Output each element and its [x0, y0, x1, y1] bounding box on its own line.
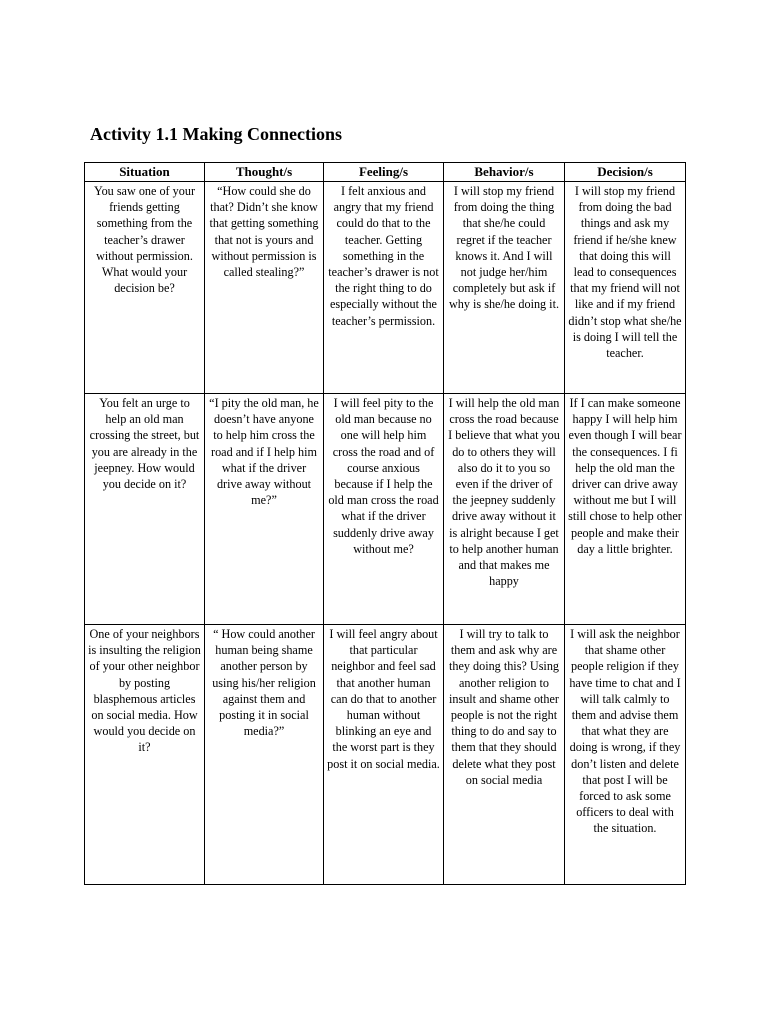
behavior-text: I will help the old man cross the road because I believe that what you do to others they will also do it to you so even if the driver of the jeepney suddenly drive away without it is alright because I get to help another human and that makes me happy — [448, 396, 560, 589]
situation-text: One of your neighbors is insulting the religion of your other neighbor by posting blasphemous articles on social media. How would you decide on it? — [88, 627, 201, 755]
header-situation: Situation — [85, 163, 205, 182]
decision-text: I will stop my friend from doing the bad things and ask my friend if he/she knew that doing this will lead to consequences that my friend will not like and if my friend didn’t stop what she/he is doing I will tell the teacher. — [568, 184, 682, 361]
header-decisions: Decision/s — [565, 163, 686, 182]
table-row — [85, 625, 686, 885]
decision-cell — [565, 394, 686, 625]
behavior-text: I will stop my friend from doing the thing that she/he could regret if the teacher knows it. And I will not judge her/him completely but ask if why is she/he doing it. — [448, 184, 560, 312]
situation-cell — [85, 394, 205, 625]
behavior-cell — [444, 394, 565, 625]
feeling-cell — [324, 182, 444, 394]
decision-text: I will ask the neighbor that shame other people religion if they have time to chat and I will talk calmly to them and advise them that what they are doing is wrong, if they don’t listen and delete that post I will be forced to ask some officers to deal with the situation. — [569, 627, 681, 836]
making-connections-table — [84, 162, 686, 885]
feeling-text: I will feel pity to the old man because no one will help him cross the road and of course anxious because if I help the old man cross the road what if the driver suddenly drive away without me? — [328, 396, 439, 556]
feeling-cell — [324, 394, 444, 625]
thought-cell — [205, 182, 324, 394]
behavior-text: I will try to talk to them and ask why are they doing this? Using another religion to insult and shame other people is not the right thing to do and say to them that they should delete what they post on social media — [448, 627, 560, 787]
table-row — [85, 394, 686, 625]
situation-text: You saw one of your friends getting something from the teacher’s drawer without permission. What would your decision be? — [94, 184, 195, 296]
header-behaviors: Behavior/s — [444, 163, 565, 182]
page-title: Activity 1.1 Making Connections — [90, 124, 342, 144]
thought-text: “ How could another human being shame another person by using his/her religion against them and posting it in social media?” — [212, 627, 316, 739]
feeling-text: I will feel angry about that particular neighbor and feel sad that another human can do that to another human without blinking an eye and the worst part is they post it on social media. — [327, 627, 440, 771]
table-header-row — [85, 163, 686, 182]
behavior-cell — [444, 182, 565, 394]
thought-text: “I pity the old man, he doesn’t have anyone to help him cross the road and if I help him what if the driver drive away without me?” — [209, 396, 319, 508]
behavior-cell — [444, 625, 565, 885]
situation-text: You felt an urge to help an old man crossing the street, but you are already in the jeepney. How would you decide on it? — [89, 396, 200, 492]
decision-cell — [565, 625, 686, 885]
thought-cell — [205, 394, 324, 625]
table-row — [85, 182, 686, 394]
thought-cell — [205, 625, 324, 885]
situation-cell — [85, 182, 205, 394]
header-feelings: Feeling/s — [324, 163, 444, 182]
feeling-text: I felt anxious and angry that my friend could do that to the teacher. Getting something in the teacher’s drawer is not the right thing to do especially without the teacher’s permission. — [328, 184, 439, 328]
header-thoughts: Thought/s — [205, 163, 324, 182]
thought-text: “How could she do that? Didn’t she know that getting something that not is yours and without permission is called stealing?” — [209, 184, 319, 280]
decision-cell — [565, 182, 686, 394]
feeling-cell — [324, 625, 444, 885]
situation-cell — [85, 625, 205, 885]
decision-text: If I can make someone happy I will help him even though I will bear the consequences. I fi help the old man the driver can drive away without me but I will still chose to help other people and make their day a little brighter. — [568, 396, 682, 556]
